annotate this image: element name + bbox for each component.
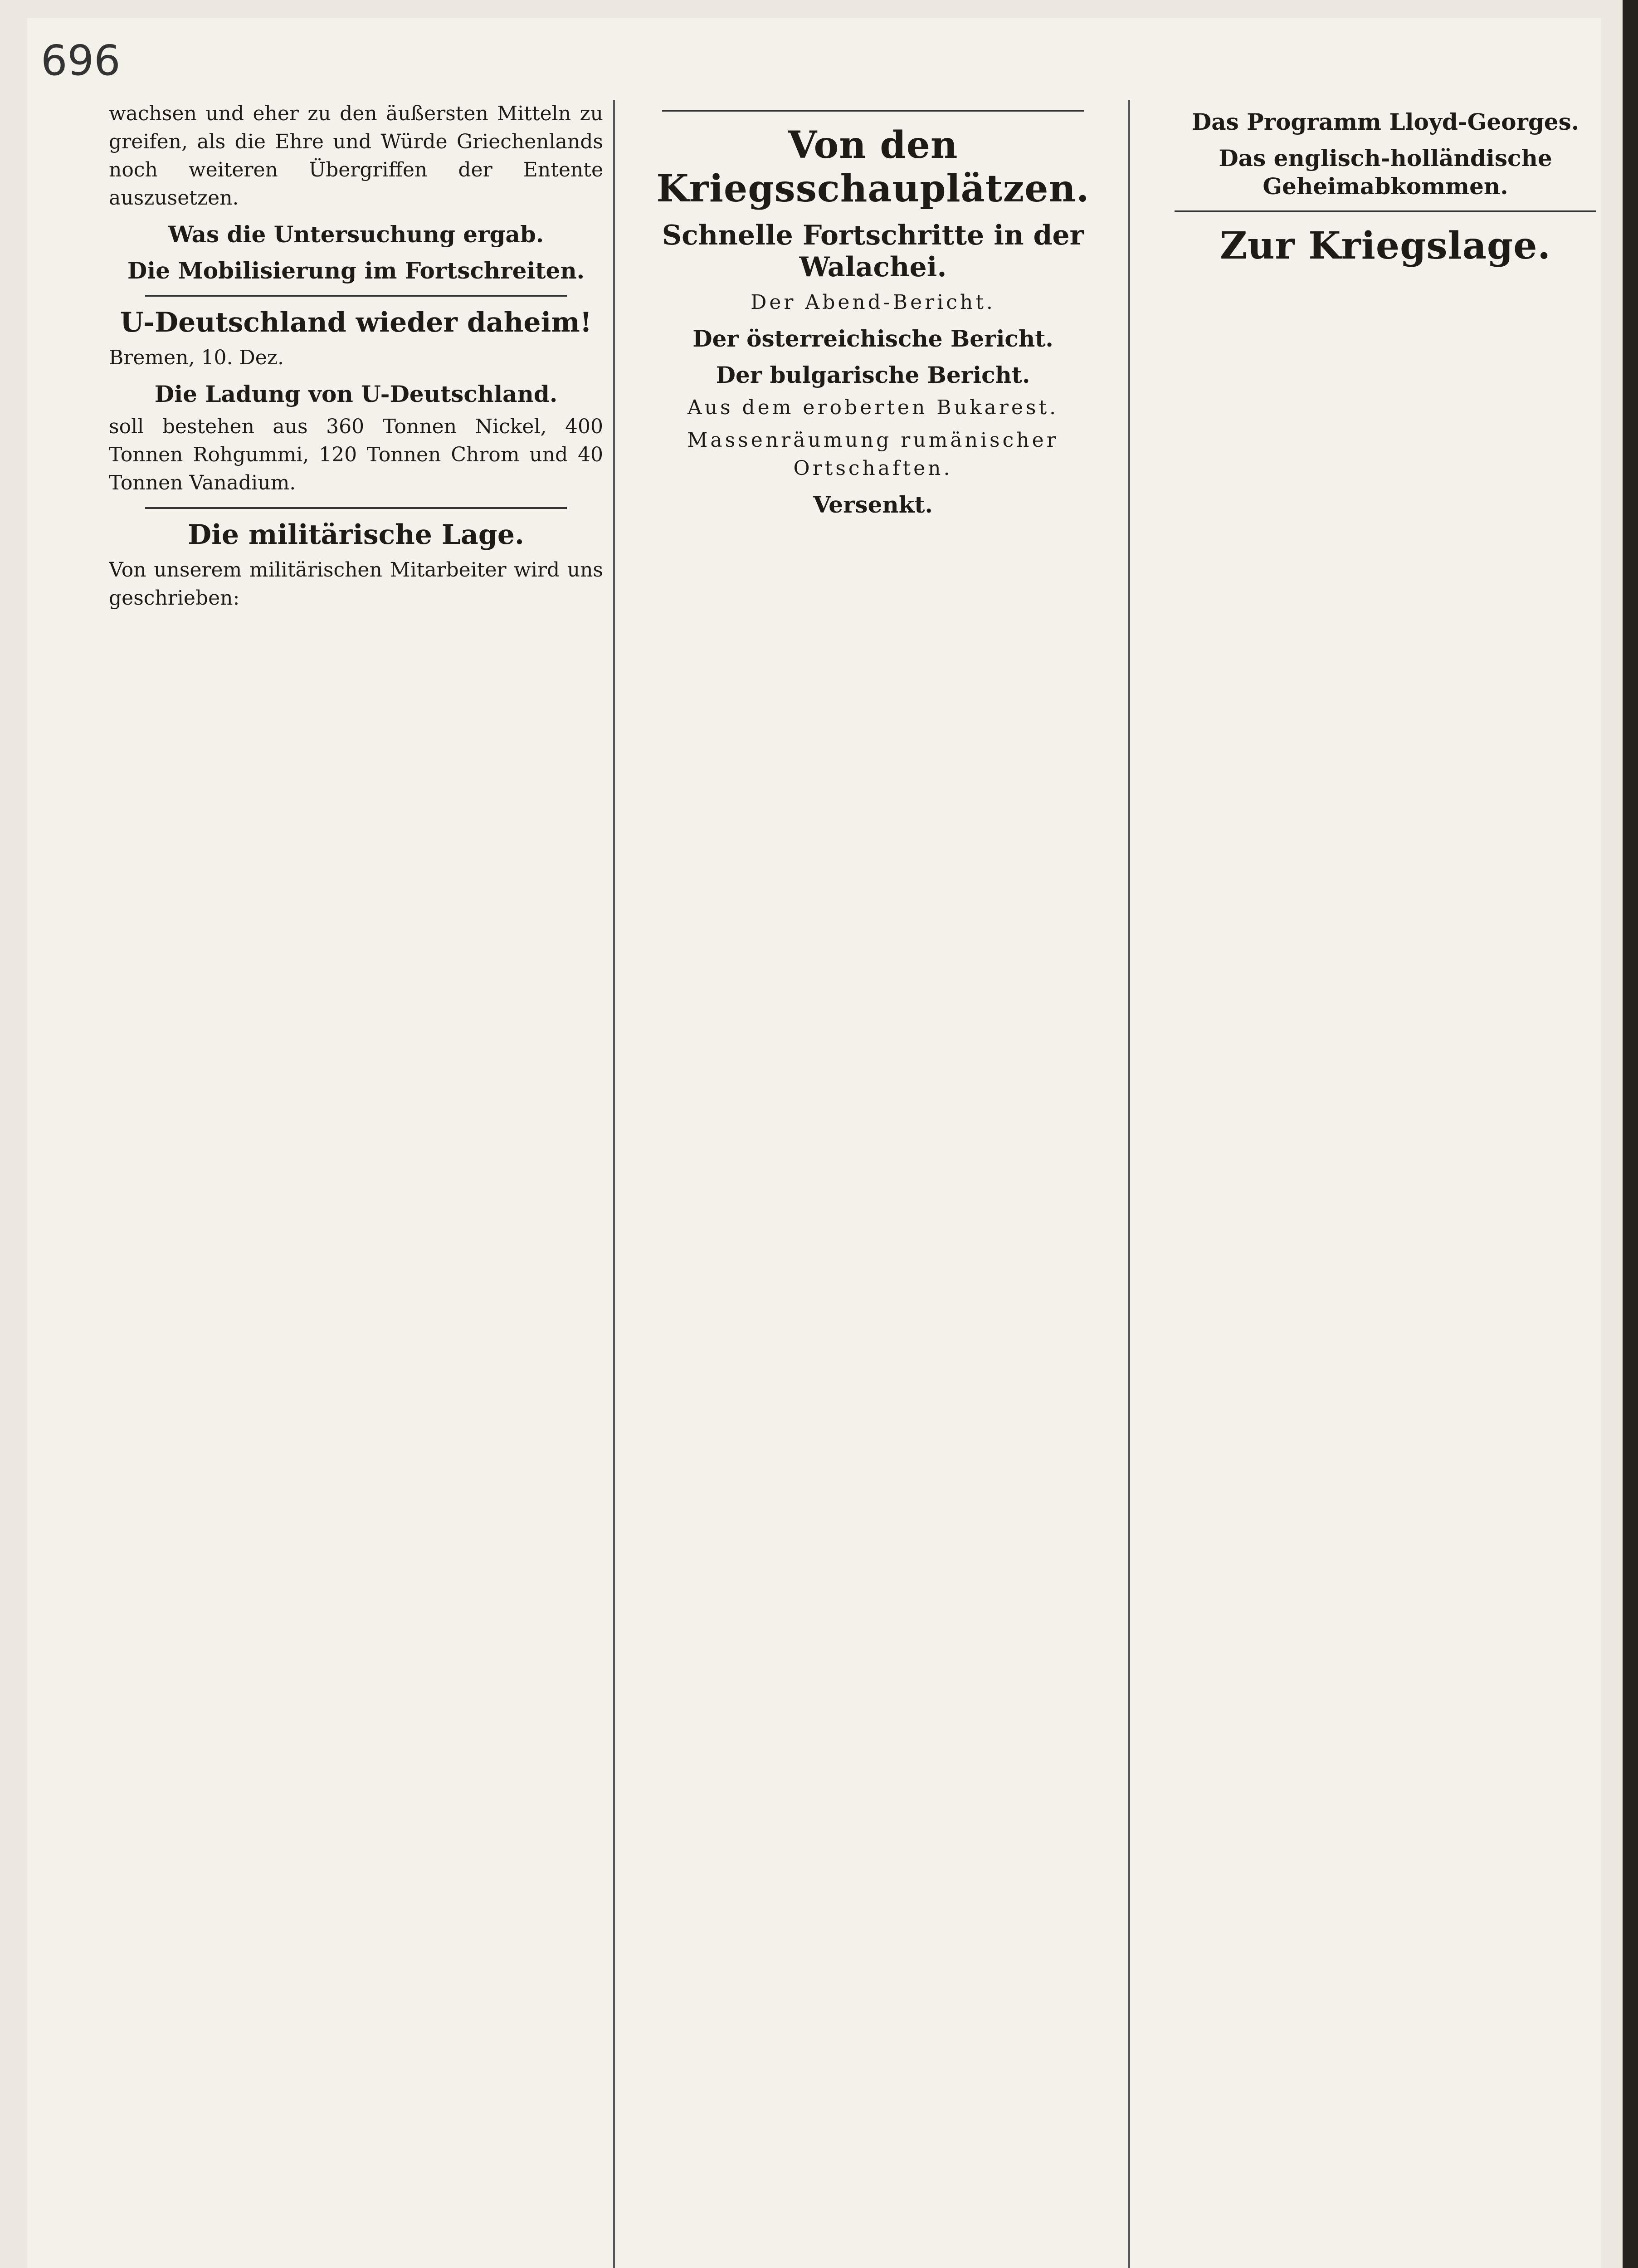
heading-untersuchung: Was die Untersuchung ergab. (168, 221, 544, 248)
heading-kriegsschauplaetze: Von den Kriegsschauplätzen. (656, 123, 1090, 210)
column-2 (626, 100, 1120, 2268)
byline: Von unserem militärischen Mitarbeiter wird uns geschrieben: (109, 558, 603, 610)
divider (1175, 210, 1596, 212)
opening-paragraph: wachsen und eher zu den äußersten Mitteln zu greifen, als die Ehre und Würde Griechenlands noch weiteren Übergriffen der Entente auszusetzen. (109, 102, 603, 210)
heading-lloyd-george: Das Programm Lloyd-Georges. (1191, 108, 1580, 135)
heading-geheimabkommen: Das englisch-holländische Geheimabkommen. (1219, 145, 1552, 200)
divider (145, 295, 567, 297)
ladung-text: soll bestehen aus 360 Tonnen Nickel, 400 Tonnen Rohgummi, 120 Tonnen Chrom und 40 Tonnen Vanadium. (109, 415, 603, 494)
heading-militaerische-lage: Die militärische Lage. (188, 519, 524, 551)
heading-oesterreichischer-bericht: Der österreichische Bericht. (692, 325, 1053, 352)
divider (145, 507, 567, 509)
heading-ladung: Die Ladung von U-Deutschland. (154, 381, 558, 407)
column-rule (1128, 100, 1130, 2268)
dateline: Bremen, 10. Dez. (109, 346, 284, 369)
heading-zur-kriegslage: Zur Kriegslage. (1220, 224, 1551, 268)
column-rule (613, 100, 615, 2268)
column-3 (1138, 100, 1633, 2268)
heading-bulgarischer-bericht: Der bulgarische Bericht. (716, 362, 1030, 388)
subheading-bukarest: Aus dem eroberten Bukarest. (687, 396, 1059, 419)
heading-versenkt: Versenkt. (813, 491, 933, 518)
subheading-abendbericht: Der Abend-Bericht. (751, 291, 995, 314)
page-number: 696 (41, 36, 121, 85)
heading-u-deutschland: U-Deutschland wieder daheim! (120, 307, 592, 338)
divider (662, 110, 1084, 112)
column-1 (109, 100, 603, 2268)
subheading-massenraeumung: Massenräumung rumänischer Ortschaften. (687, 429, 1059, 480)
heading-mobilisierung: Die Mobilisierung im Fortschreiten. (127, 257, 585, 284)
heading-walachei: Schnelle Fortschritte in der Walachei. (662, 220, 1084, 283)
